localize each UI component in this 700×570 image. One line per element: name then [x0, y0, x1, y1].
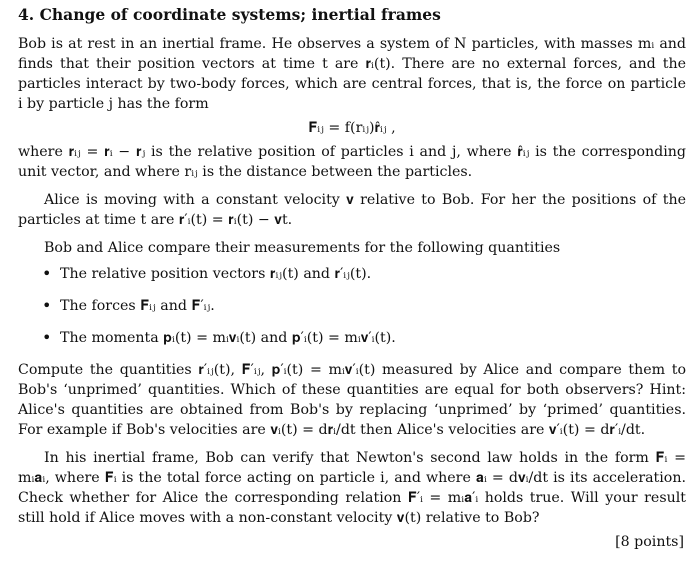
points-label: [8 points]	[615, 534, 684, 550]
list-item: • The forces 𝐅ᵢⱼ and 𝐅′ᵢⱼ.	[18, 296, 686, 316]
list-item: • The relative position vectors 𝐫ᵢⱼ(t) and 𝐫′ᵢⱼ(t).	[18, 264, 686, 284]
force-equation: 𝐅ᵢⱼ = f(rᵢⱼ)𝐫̂ᵢⱼ ,	[308, 120, 396, 136]
problem-title: 4. Change of coordinate systems; inertial frames	[18, 5, 441, 24]
compare-paragraph: Bob and Alice compare their measurements for the following quantities	[44, 240, 561, 256]
compute-paragraph: Compute the quantities 𝐫′ᵢⱼ(t), 𝐅′ᵢⱼ, 𝐩′ᵢ(t) = mᵢ𝐯′ᵢ(t) measured by Alice and compare them to Bob's ‘unprimed’ quantities. Which of these quantities are equal for both observers? Hint: Alice's quantities are obtained from Bob's by replacing ‘unprimed’ by ‘primed’ quantities. For example if Bob's velocities are 𝐯ᵢ(t) = d𝐫ᵢ/dt then Alice's velocities are 𝐯′ᵢ(t) = d𝐫′ᵢ/dt.	[18, 362, 686, 438]
intro-paragraph: Bob is at rest in an inertial frame. He observes a system of N particles, with masses mᵢ and finds that their position vectors at time t are 𝐫ᵢ(t). There are no external forces, and the particles interact by two-body forces, which are central forces, that is, the force on particle i by particle j has the form	[18, 36, 686, 112]
definitions-paragraph: where 𝐫ᵢⱼ = 𝐫ᵢ − 𝐫ⱼ is the relative position of particles i and j, where 𝐫̂ᵢⱼ is the corresponding unit vector, and where rᵢⱼ is the distance between the particles.	[18, 144, 686, 180]
quantities-list	[18, 264, 686, 348]
newton-paragraph: In his inertial frame, Bob can verify that Newton's second law holds in the form 𝐅ᵢ = mᵢ𝐚ᵢ, where 𝐅ᵢ is the total force acting on particle i, and where 𝐚ᵢ = d𝐯ᵢ/dt is its acceleration. Check whether for Alice the corresponding relation 𝐅′ᵢ = mᵢ𝐚′ᵢ holds true. Will your result still hold if Alice moves with a non-constant velocity 𝐯(t) relative to Bob?	[18, 450, 686, 526]
alice-paragraph: Alice is moving with a constant velocity 𝐯 relative to Bob. For her the positions of the particles at time t are 𝐫′ᵢ(t) = 𝐫ᵢ(t) − 𝐯t.	[18, 192, 686, 228]
list-item: • The momenta 𝐩ᵢ(t) = mᵢ𝐯ᵢ(t) and 𝐩′ᵢ(t) = mᵢ𝐯′ᵢ(t).	[18, 328, 686, 348]
